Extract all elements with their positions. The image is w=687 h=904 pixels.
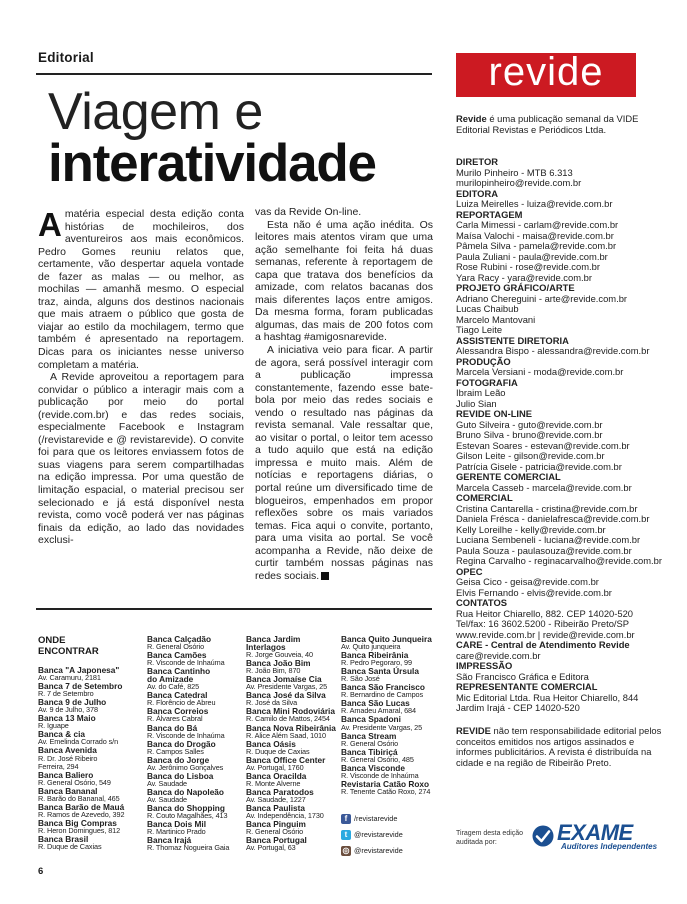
stand-name: Banca do Bá [147,722,198,733]
masthead-line: Kelly Loreilhe - kelly@revide.com.br [456,523,606,535]
masthead-heading: REPRESENTANTE COMERCIAL [456,681,598,692]
stand-address: R. Campos Salles [147,746,204,756]
masthead-line: São Francisco Gráfica e Editora [456,670,589,682]
stand-name: Banca & cia [38,729,86,740]
stand-name: Banca Brasil [38,833,89,844]
stand-name: Banca Tibiriçá [341,746,398,757]
stand-name: Banca João Bim [246,658,311,669]
stand-address: R. General Osório [341,738,399,748]
stand-name: Banca do Lisboa [147,770,214,781]
stand-address: R. São José [341,674,380,684]
stand-address: Av. Portugal, 1760 [246,762,304,772]
article-paragraph: Amatéria especial desta edição conta histórias de mochileiros, dos aventureiros aos mais econômicos. Pedro Gomes reuniu relatos que, certamente, vão despertar aquela vontade de fazer as malas — ou melhor, as mochilas — amanhã mesmo. O especial traz, ainda, alguns dos destinos nacionais que mais atraem o público que gosta de viajar ao estilo da mochilagem, termo que também é apresentado na reportagem. Dicas para os iniciantes nesse universo completam a matéria. [38,206,244,371]
article-column-left [38,208,244,547]
masthead-heading: PROJETO GRÁFICO/ARTE [456,282,575,293]
social-label: @revistarevide [354,830,403,839]
dropcap: A [38,206,62,243]
stand-name: Banca Spadoni [341,714,401,725]
stand-name: Banca Jardim [246,634,301,644]
stand-address: Av. 9 de Julho, 378 [38,705,98,715]
stand-name: Banca Stream [341,730,397,741]
masthead-line: Paula Souza - paulasouza@revide.com.br [456,544,632,556]
social-link[interactable] [341,813,397,825]
social-label: @revistarevide [354,846,403,855]
masthead-line: Marcela Versiani - moda@revide.com.br [456,366,624,377]
stand-address: R. José da Silva [246,698,298,708]
masthead-line: Paula Zuliani - paula@revide.com.br [456,250,608,262]
stand-address: Av. Saudade [147,794,188,804]
stand-address: Av. Jerônimo Gonçalves [147,762,224,772]
stand-address: R. Ramos de Azevedo, 392 [38,809,125,819]
stand-address: R. Duque de Caxias [246,746,310,756]
masthead-line: Marcelo Mantovani [456,313,536,325]
masthead-line: murilopinheiro@revide.com.br [456,177,582,188]
masthead-line: Luciana Sembeneli - luciana@revide.com.br [456,534,641,545]
stand-name: Banca São Lucas [341,698,410,709]
stand-name: Banca Calçadão [147,634,212,644]
masthead-line: Lucas Chaibub [456,303,519,314]
stand-address: R. Duque de Caxias [38,842,102,852]
stand-address: R. Dr. José Ribeiro [38,753,98,763]
masthead-intro: Revide é uma publicação semanal da VIDE Editorial Revistas e Periódicos Ltda. [456,113,639,135]
stand-name: Banca "A Japonesa" [38,665,120,675]
masthead-line: Maísa Valochi - maisa@revide.com.br [456,229,614,241]
stand-address: R. General Osório [147,642,205,652]
stands-column [38,666,144,851]
stand-name: Banca Ribeirânia [341,650,409,661]
stand-address: R. Alice Além Saad, 1010 [246,730,326,740]
stand-address: Av. Presidente Vargas, 25 [341,722,423,732]
brand-logo: revide [488,50,604,94]
stands-column [246,635,342,852]
stand-name: Banca Avenida [38,745,97,756]
masthead-line: Patrícia Gisele - patricia@revide.com.br [456,460,622,472]
stand-name: Banca Oásis [246,738,296,749]
masthead-line: Pâmela Silva - pamela@revide.com.br [456,240,617,251]
stand-name: Banca 9 de Julho [38,697,107,708]
stand-address: R. Camilo de Mattos, 2454 [246,714,330,724]
masthead-line: Tiago Leite [456,324,503,335]
headline-line-2: interatividade [48,134,376,193]
stand-name: Banca Office Center [246,754,326,765]
stand-name: Banca Paulista [246,802,306,813]
stand-name: Banca Nova Ribeirânia [246,722,336,733]
stand-name: Banca do Napoleão [147,786,224,797]
stand-address: Ferreira, 294 [38,761,79,771]
article-paragraph: A iniciativa veio para ficar. A partir de agora, será possível interagir com a publicação impressa constantemente, fazendo esse bate-bola por meio das redes sociais e vendo o resultado nas páginas da revista semanal. Vale ressaltar que, ao visitar o portal, o leitor tem acesso a tudo aquilo que está na edição impressa e muito mais. Além de notícias e reportagens diárias, o portal reúne um diversificado time de blogueiros, empenhados em propor reflexões sobre os mais variados temas. Fica aqui o convite, portanto, para uma visita ao portal. Se você acompanha a Revide, não deixe de curtir também nossas páginas nas redes sociais. [255,344,433,582]
masthead-line: Estevan Soares - estevan@revide.com.br [456,439,630,451]
audit-note: Tiragem desta edição auditada por: [456,830,524,846]
social-label: /revistarevide [354,814,398,823]
masthead-line: Ibraim Leão [456,387,506,398]
masthead-heading: GERENTE COMERCIAL [456,471,561,482]
exame-subtitle: Auditores Independentes [561,842,658,851]
masthead-line: Geisa Cico - geisa@revide.com.br [456,576,599,587]
stand-address: R. Visconde de Inhaúma [147,730,225,740]
stand-address: R. General Osório [246,827,304,837]
stand-address: R. Monte Alverne [246,778,301,788]
stand-address: Av. Caramuru, 2181 [38,673,101,683]
stand-address: Av. Quito junqueira [341,642,401,652]
end-mark-icon [321,572,329,580]
stand-address: R. General Osório, 485 [341,754,414,764]
masthead-line: Gilson Leite - gilson@revide.com.br [456,450,605,461]
stand-address: Av. Portugal, 63 [246,843,296,853]
twitter-icon: t [341,830,351,840]
masthead-line: Rua Heitor Chiarello, 882. CEP 14020-520 [456,607,634,619]
stand-name: Banca 13 Maio [38,713,96,724]
masthead-line: Alessandra Bispo - alessandra@revide.com.br [456,345,650,356]
masthead-heading: EDITORA [456,187,499,199]
stand-name: Banca Pinguim [246,819,306,830]
masthead-heading: PRODUÇÃO [456,355,511,367]
stand-address: R. 7 de Setembro [38,689,94,699]
stand-name: Banca Catedral [147,690,208,701]
stand-address: R. Pedro Pegoraro, 99 [341,658,412,668]
stand-name: Banca Portugal [246,835,307,846]
masthead-line: Daniela Frésca - danielafresca@revide.com.br [456,513,650,524]
section-label: Editorial [38,50,94,65]
page-number: 6 [38,866,44,877]
stand-name: Banca Big Compras [38,817,117,828]
exame-logo: EXAME [557,820,633,845]
stand-address: Av. Presidente Vargas, 25 [246,682,328,692]
stand-address: R. Florêncio de Abreu [147,698,216,708]
stand-address: R. Couto Magalhães, 413 [147,811,228,821]
stands-column [341,635,437,796]
social-link[interactable] [341,845,403,857]
article-paragraph: Esta não é uma ação inédita. Os leitores mais atentos viram que uma ação semelhante foi feita há duas semanas, referente à reportagem de capa que tratava dos benefícios da amizade, com relatos bacanas dos mais diferentes laços entre amigos. Da mesma forma, foram publicadas algumas, das mais de 200 fotos com a hashtag #amigosnarevide. [255,218,433,344]
stand-address: R. Jorge Gouveia, 40 [246,650,313,660]
stand-address: R. Visconde de Inhaúma [341,770,419,780]
stand-address: Av. Saudade, 1227 [246,794,306,804]
masthead-heading: CONTATOS [456,597,508,608]
stand-address: R. Álvares Cabral [147,714,203,724]
masthead-heading: CARE - Central de Atendimento Revide [456,639,630,650]
stand-name: Banca Cantinho [147,666,211,677]
stand-address: R. General Osório, 549 [38,777,111,787]
masthead-line: care@revide.com.br [456,649,541,661]
stand-name: Banca São Francisco [341,682,425,693]
masthead-line: Bruno Silva - bruno@revide.com.br [456,429,603,440]
stand-address: Av. do Café, 825 [147,682,200,692]
stand-address: R. Heron Domingues, 812 [38,825,121,835]
masthead-line: Jardim Irajá - CEP 14020-520 [456,702,580,713]
stand-address: R. Iguape [38,721,69,731]
stand-address: R. Thomaz Nogueira Gaia [147,843,230,853]
headline-line-1: Viagem e [48,83,263,141]
stand-name: Banca Mini Rodoviária [246,706,335,717]
masthead-heading: REVIDE ON-LINE [456,408,533,419]
stand-name: do Amizade [147,674,194,685]
stands-title: ONDE ENCONTRAR [38,635,99,657]
masthead-line: Rose Rubini - rose@revide.com.br [456,261,600,272]
masthead-heading: DIRETOR [456,156,499,167]
stands-rule [36,608,432,610]
stand-name: Banca Camões [147,650,207,661]
stand-name: Banca do Jorge [147,754,210,765]
stand-name: Banca Barão de Mauá [38,801,125,812]
masthead-line: Elvis Fernando - elvis@revide.com.br [456,586,612,598]
masthead-line: Yara Racy - yara@revide.com.br [456,271,592,283]
stand-address: R. Tenente Catão Roxo, 274 [341,786,431,796]
article-column-right [255,206,433,582]
stand-address: R. João Bim, 870 [246,666,301,676]
masthead-heading: COMERCIAL [456,492,513,503]
masthead-line: Luiza Meirelles - luiza@revide.com.br [456,198,613,209]
header-rule [36,73,432,75]
masthead-line: Carla Mimessi - carlam@revide.com.br [456,219,619,230]
stand-address: Av. Independência, 1730 [246,811,324,821]
masthead-line: Cristina Cantarella - cristina@revide.com.br [456,502,638,514]
stand-name: Banca 7 de Setembro [38,681,123,692]
social-link[interactable] [341,829,403,841]
masthead-heading: REPORTAGEM [456,208,523,220]
masthead-line: Marcela Casseb - marcela@revide.com.br [456,481,632,493]
stand-name: Banca do Shopping [147,802,225,813]
masthead-line: Adriano Chereguini - arte@revide.com.br [456,292,628,304]
article-paragraph: A Revide aproveitou a reportagem para convidar o público a interagir mais com a publicação por meio do portal (revide.com.br) e das redes sociais, especialmente Facebook e Instagram (/revistarevide e @ revistarevide). O convite foi para que os leitores enviassem fotos de suas viagens para serem compartilhadas na edição impressa. Por uma questão de limitação espacial, o material precisou ser selecionado e já está disponível nesta revista, como você poderá ver nas páginas finais da edição, ao lado das novidades exclusi- [38,371,244,547]
stand-name: Revistaria Catão Roxo [341,778,430,789]
masthead-line: Tel/fax: 16 3602.5200 - Ribeirão Preto/SP [456,618,630,629]
stand-address: R. Amadeu Amaral, 684 [341,706,416,716]
stand-name: Banca Quito Junqueira [341,634,432,644]
masthead-line: Murilo Pinheiro - MTB 6.313 [456,166,573,178]
stand-name: Banca Visconde [341,762,405,773]
stand-name: Banca Paratodos [246,786,314,797]
masthead-heading: IMPRESSÃO [456,660,513,671]
facebook-icon: f [341,814,351,824]
masthead-heading: OPEC [456,565,483,577]
stand-name: Banca Irajá [147,835,192,846]
stand-name: Banca Baliero [38,769,94,780]
masthead-heading: FOTOGRAFIA [456,376,518,388]
article-paragraph: vas da Revide On-line. [255,206,362,218]
masthead-line: Mic Editorial Ltda. Rua Heitor Chiarello, 844 [456,691,639,703]
exame-check-icon [531,825,555,847]
stand-name: Banca Correios [147,706,209,717]
masthead-line: Guto Silveira - guto@revide.com.br [456,418,603,430]
masthead-line: www.revide.com.br | revide@revide.com.br [456,628,635,640]
stand-address: R. Barão do Bananal, 465 [38,793,120,803]
stand-name: Banca Bananal [38,785,98,796]
stand-name: Interlagos [246,642,286,653]
stand-name: Banca Dois Mil [147,819,207,830]
stand-address: Av. Saudade [147,778,188,788]
masthead-line: Julio Sian [456,397,497,409]
stand-address: Av. Emelinda Corrado s/n [38,737,119,747]
stand-name: Banca Oracilda [246,770,307,781]
masthead-list [456,156,662,714]
stand-address: R. Martinico Prado [147,827,206,837]
stand-name: Banca Santa Úrsula [341,666,419,677]
stand-address: R. Bernardino de Campos [341,690,424,700]
instagram-icon: ◎ [342,846,350,856]
stand-address: R. Visconde de Inhaúma [147,658,225,668]
stand-name: Banca Jomaíse Cia [246,674,322,685]
stands-column [147,635,243,852]
masthead-line: Regina Carvalho - reginacarvalho@revide.com.br [456,555,662,566]
stand-name: Banca José da Silva [246,690,326,701]
masthead-disclaimer: REVIDE não tem responsabilidade editorial pelos conceitos emitidos nos artigos assinados e informes publicitários. A revista é distribuída na cidade e na região de Ribeirão Preto. [456,725,662,768]
masthead-heading: ASSISTENTE DIRETORIA [456,334,569,346]
stand-name: Banca do Drogão [147,738,216,749]
